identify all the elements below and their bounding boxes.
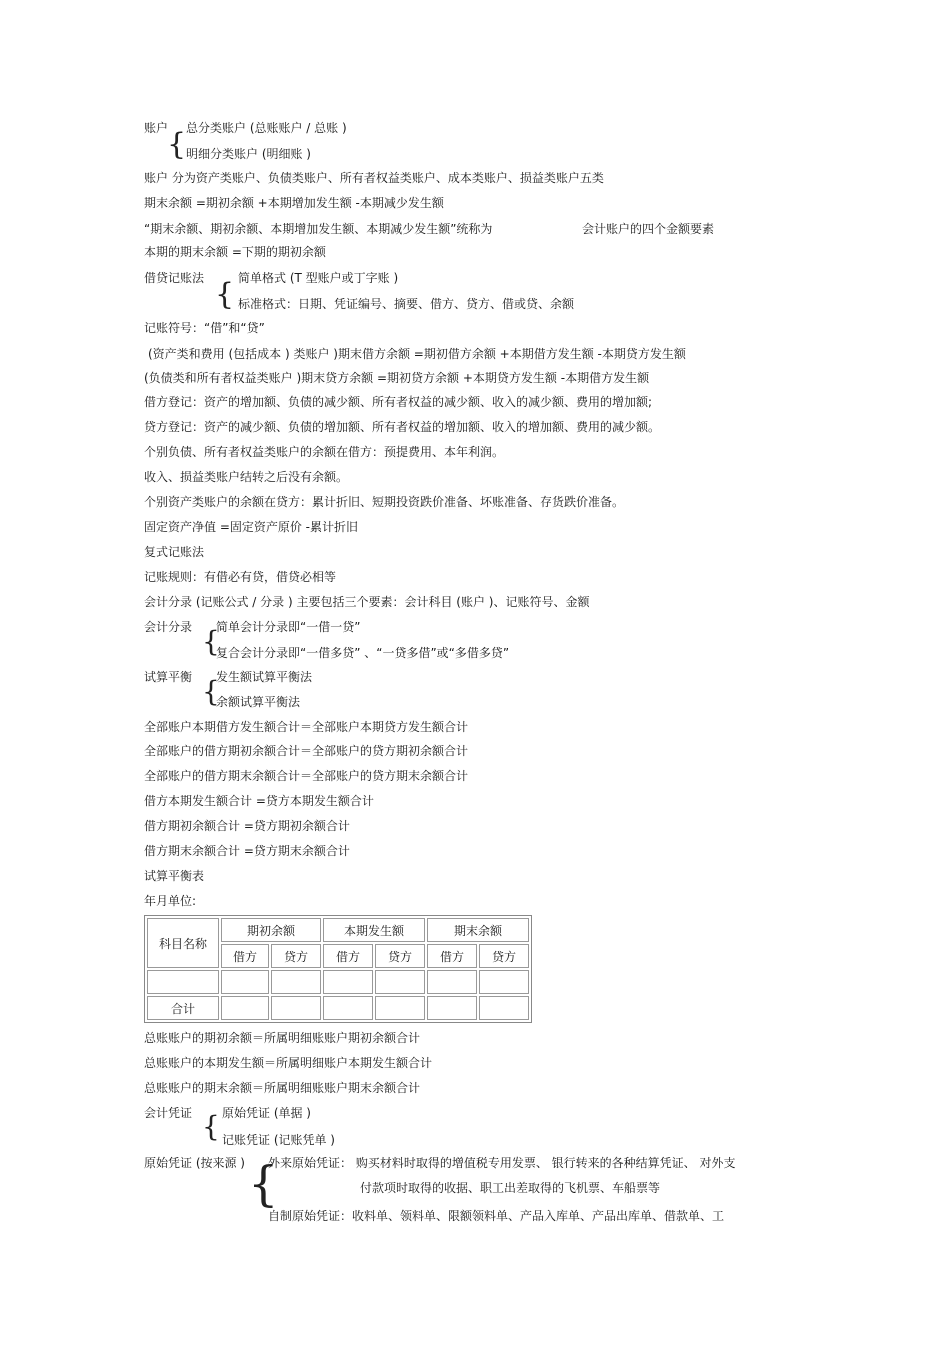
- table-cell: [479, 970, 529, 994]
- brace-icon: {: [202, 1110, 220, 1143]
- table-cell: [271, 996, 321, 1020]
- text-line: 本期的期末余额 =下期的期初余额: [144, 245, 326, 259]
- table-row: [147, 970, 529, 994]
- text-line: 付款项时取得的收据、职工出差取得的飞机票、车船票等: [360, 1181, 661, 1195]
- text-line: 标准格式：日期、凭证编号、摘要、借方、贷方、借或贷、余额: [238, 297, 575, 311]
- text-line: 总账账户的本期发生额＝所属明细账户本期发生额合计: [144, 1056, 433, 1070]
- text-line: 总账账户的期初余额＝所属明细账账户期初余额合计: [144, 1031, 421, 1045]
- text-line: 会计分录 (记账公式 / 分录 ) 主要包括三个要素：会计科目 (账户 )、记账符号、金额: [144, 595, 590, 609]
- text-line: 全部账户的借方期初余额合计＝全部账户的贷方期初余额合计: [144, 744, 469, 758]
- table-cell: [479, 996, 529, 1020]
- text-line: 总分类账户 (总账账户 / 总账 ): [186, 121, 347, 135]
- text-line: 个别负债、所有者权益类账户的余额在借方：预提费用、本年利润。: [144, 445, 505, 459]
- text-line: 余额试算平衡法: [216, 695, 301, 709]
- text-line: 借方登记：资产的增加额、负债的减少额、所有者权益的减少额、收入的减少额、费用的增加额;: [144, 395, 653, 409]
- text-line: 账户: [144, 121, 169, 135]
- text-line: 试算平衡表: [144, 869, 205, 883]
- table-header-cell: 期初余额: [221, 918, 321, 942]
- table-row: [147, 918, 529, 942]
- table-total-cell: 合计: [147, 996, 219, 1020]
- table-header-cell: 本期发生额: [323, 918, 425, 942]
- text-line: 总账账户的期末余额＝所属明细账账户期末余额合计: [144, 1081, 421, 1095]
- text-line: 借方期初余额合计 =贷方期初余额合计: [144, 819, 350, 833]
- text-line: 记账凭证 (记账凭单 ): [222, 1133, 335, 1147]
- text-line: 全部账户的借方期末余额合计＝全部账户的贷方期末余额合计: [144, 769, 469, 783]
- table-header-cell: 贷方: [271, 944, 321, 968]
- table-cell: [375, 970, 425, 994]
- text-line: 会计分录: [144, 620, 193, 634]
- text-line: 年月单位:: [144, 894, 197, 908]
- text-line: 期末余额 =期初余额 +本期增加发生额 -本期减少发生额: [144, 196, 444, 210]
- table-cell: [147, 970, 219, 994]
- text-line: 明细分类账户 (明细账 ): [186, 147, 311, 161]
- text-line: 复合会计分录即“一借多贷” 、“一贷多借”或“多借多贷”: [216, 646, 510, 660]
- trial-balance-table: [144, 915, 532, 1023]
- text-line: (负债类和所有者权益类账户 )期末贷方余额 =期初贷方余额 +本期贷方发生额 -本期借方发生额: [144, 371, 650, 385]
- table-cell: [323, 996, 373, 1020]
- text-line: 会计账户的四个金额要素: [582, 222, 715, 236]
- text-line: 收入、损益类账户结转之后没有余额。: [144, 470, 349, 484]
- text-line: 记账符号：“借”和“贷”: [144, 321, 265, 335]
- table-cell: [375, 996, 425, 1020]
- text-line: 试算平衡: [144, 670, 193, 684]
- table-cell: [221, 996, 269, 1020]
- text-line: 借方本期发生额合计 =贷方本期发生额合计: [144, 794, 374, 808]
- text-line: 发生额试算平衡法: [216, 670, 313, 684]
- text-line: 自制原始凭证：收料单、领料单、限额领料单、产品入库单、产品出库单、借款单、工: [268, 1209, 725, 1223]
- table-header-cell: 贷方: [479, 944, 529, 968]
- text-line: 个别资产类账户的余额在贷方：累计折旧、短期投资跌价准备、坏账准备、存货跌价准备。: [144, 495, 625, 509]
- text-line: “期末余额、期初余额、本期增加发生额、本期减少发生额”统称为: [144, 222, 493, 236]
- text-line: (资产类和费用 (包括成本 ) 类账户 )期末借方余额 =期初借方余额 +本期借方发生额 -本期贷方发生额: [148, 347, 686, 361]
- table-header-cell: 贷方: [375, 944, 425, 968]
- table-header-cell: 期末余额: [427, 918, 529, 942]
- table-header-cell: 科目名称: [147, 918, 219, 968]
- brace-icon: {: [202, 625, 220, 658]
- text-line: 账户 分为资产类账户、负债类账户、所有者权益类账户、成本类账户、损益类账户五类: [144, 171, 604, 185]
- text-line: 贷方登记：资产的减少额、负债的增加额、所有者权益的增加额、收入的增加额、费用的减少额。: [144, 420, 661, 434]
- table-cell: [427, 970, 477, 994]
- table-cell: [221, 970, 269, 994]
- table-cell: [427, 996, 477, 1020]
- text-line: 原始凭证 (单据 ): [222, 1106, 311, 1120]
- table-header-cell: 借方: [221, 944, 269, 968]
- text-line: 记账规则：有借必有贷，借贷必相等: [144, 570, 337, 584]
- table-cell: [323, 970, 373, 994]
- table-row: [147, 996, 529, 1020]
- text-line: 借贷记账法: [144, 271, 205, 285]
- brace-icon: {: [202, 675, 220, 708]
- brace-icon: {: [215, 277, 235, 312]
- text-line: 固定资产净值 =固定资产原价 -累计折旧: [144, 520, 359, 534]
- table-header-cell: 借方: [323, 944, 373, 968]
- text-line: 会计凭证: [144, 1106, 193, 1120]
- text-line: 全部账户本期借方发生额合计＝全部账户本期贷方发生额合计: [144, 720, 469, 734]
- brace-icon: {: [167, 127, 187, 162]
- table-header-cell: 借方: [427, 944, 477, 968]
- text-line: 借方期末余额合计 =贷方期末余额合计: [144, 844, 350, 858]
- table-cell: [271, 970, 321, 994]
- text-line: 复式记账法: [144, 545, 205, 559]
- text-line: 简单会计分录即“一借一贷”: [216, 620, 361, 634]
- text-line: 原始凭证 (按来源 ): [144, 1156, 245, 1170]
- text-line: 简单格式 (T 型账户或丁字账 ): [238, 271, 399, 285]
- brace-icon: {: [248, 1156, 279, 1212]
- text-line: 外来原始凭证： 购买材料时取得的增值税专用发票、 银行转来的各种结算凭证、 对外支: [268, 1156, 736, 1170]
